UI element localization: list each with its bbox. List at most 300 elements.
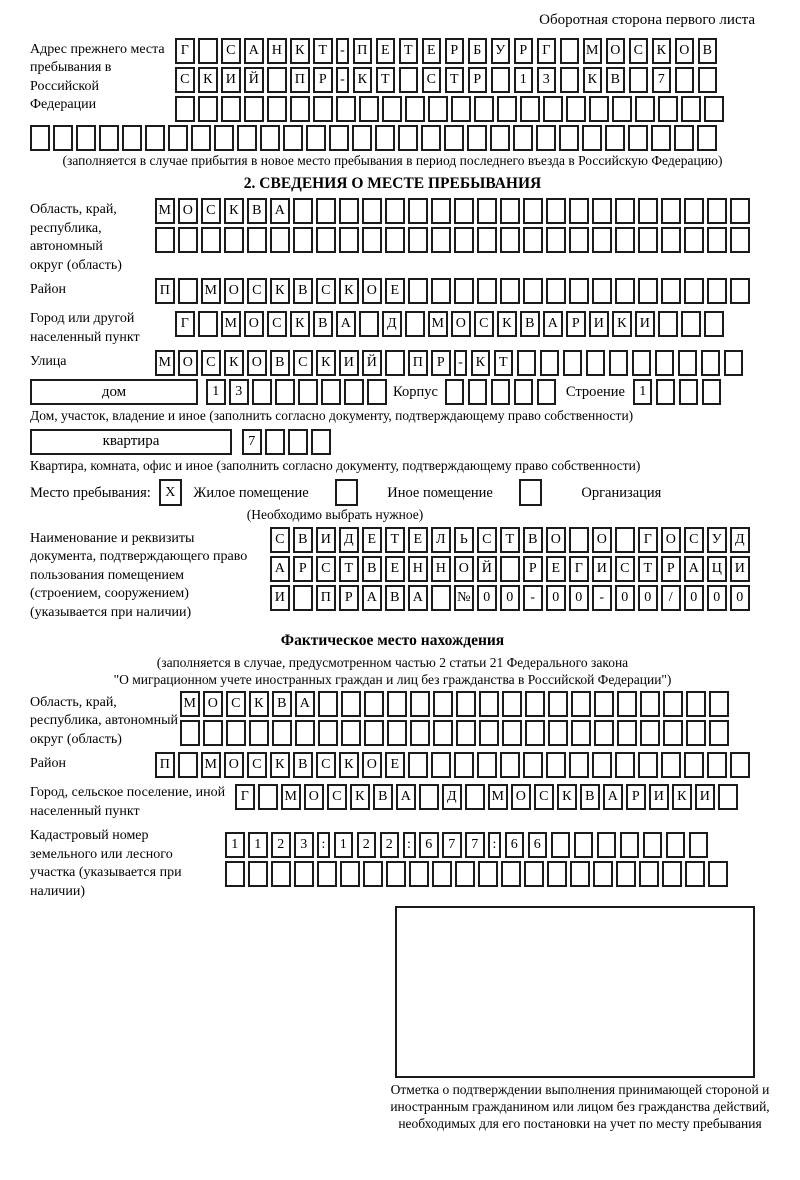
char-cell[interactable]: К — [612, 311, 632, 337]
char-cell[interactable] — [709, 691, 729, 717]
char-cell[interactable] — [191, 125, 211, 151]
char-cell[interactable]: М — [155, 350, 175, 376]
char-cell[interactable] — [293, 227, 313, 253]
char-cell[interactable]: О — [675, 38, 695, 64]
char-cell[interactable]: Г — [638, 527, 658, 553]
char-cell[interactable]: О — [362, 752, 382, 778]
char-cell[interactable]: И — [730, 556, 750, 582]
char-cell[interactable] — [267, 67, 287, 93]
char-cell[interactable]: Т — [500, 527, 520, 553]
char-cell[interactable] — [468, 379, 488, 405]
char-cell[interactable] — [178, 227, 198, 253]
char-cell[interactable] — [454, 198, 474, 224]
char-cell[interactable] — [643, 832, 663, 858]
char-cell[interactable] — [359, 311, 379, 337]
char-cell[interactable] — [433, 691, 453, 717]
char-cell[interactable]: У — [707, 527, 727, 553]
char-cell[interactable] — [592, 278, 612, 304]
char-cell[interactable]: Н — [431, 556, 451, 582]
char-cell[interactable] — [663, 691, 683, 717]
char-cell[interactable] — [546, 752, 566, 778]
char-cell[interactable]: 2 — [271, 832, 291, 858]
char-cell[interactable]: С — [316, 278, 336, 304]
char-cell[interactable] — [638, 752, 658, 778]
char-cell[interactable] — [536, 125, 556, 151]
char-cell[interactable] — [247, 227, 267, 253]
char-cell[interactable] — [523, 752, 543, 778]
char-cell[interactable]: Р — [293, 556, 313, 582]
char-cell[interactable] — [352, 125, 372, 151]
char-cell[interactable]: В — [523, 527, 543, 553]
char-cell[interactable] — [293, 198, 313, 224]
char-cell[interactable] — [224, 227, 244, 253]
char-cell[interactable] — [684, 752, 704, 778]
char-cell[interactable] — [547, 861, 567, 887]
char-cell[interactable]: А — [244, 38, 264, 64]
char-cell[interactable] — [474, 96, 494, 122]
char-cell[interactable] — [686, 691, 706, 717]
char-cell[interactable]: А — [362, 585, 382, 611]
char-cell[interactable] — [467, 125, 487, 151]
char-cell[interactable]: С — [534, 784, 554, 810]
char-cell[interactable] — [678, 350, 698, 376]
char-cell[interactable]: К — [350, 784, 370, 810]
char-cell[interactable]: К — [316, 350, 336, 376]
char-cell[interactable] — [431, 227, 451, 253]
char-cell[interactable]: Т — [385, 527, 405, 553]
char-cell[interactable] — [258, 784, 278, 810]
char-cell[interactable] — [704, 96, 724, 122]
char-cell[interactable] — [605, 125, 625, 151]
char-cell[interactable]: П — [353, 38, 373, 64]
char-cell[interactable] — [477, 278, 497, 304]
char-cell[interactable]: : — [403, 832, 416, 858]
char-cell[interactable] — [569, 227, 589, 253]
char-cell[interactable]: 6 — [505, 832, 525, 858]
char-cell[interactable] — [730, 752, 750, 778]
char-cell[interactable] — [316, 227, 336, 253]
char-cell[interactable] — [76, 125, 96, 151]
char-cell[interactable] — [730, 227, 750, 253]
char-cell[interactable] — [477, 198, 497, 224]
char-cell[interactable] — [408, 752, 428, 778]
char-cell[interactable]: - — [336, 38, 349, 64]
char-cell[interactable] — [198, 96, 218, 122]
char-cell[interactable]: С — [327, 784, 347, 810]
char-cell[interactable]: О — [451, 311, 471, 337]
char-cell[interactable] — [431, 198, 451, 224]
char-cell[interactable] — [214, 125, 234, 151]
char-cell[interactable]: И — [589, 311, 609, 337]
char-cell[interactable] — [226, 720, 246, 746]
char-cell[interactable]: 1 — [225, 832, 245, 858]
char-cell[interactable]: Е — [385, 752, 405, 778]
char-cell[interactable] — [221, 96, 241, 122]
char-cell[interactable] — [275, 379, 295, 405]
char-cell[interactable] — [662, 861, 682, 887]
char-cell[interactable]: Ь — [454, 527, 474, 553]
char-cell[interactable] — [707, 278, 727, 304]
char-cell[interactable] — [569, 752, 589, 778]
char-cell[interactable] — [724, 350, 744, 376]
char-cell[interactable]: О — [224, 752, 244, 778]
char-cell[interactable]: П — [408, 350, 428, 376]
char-cell[interactable]: К — [249, 691, 269, 717]
char-cell[interactable]: К — [652, 38, 672, 64]
char-cell[interactable]: 7 — [652, 67, 672, 93]
char-cell[interactable] — [290, 96, 310, 122]
char-cell[interactable] — [707, 198, 727, 224]
char-cell[interactable]: Г — [235, 784, 255, 810]
char-cell[interactable]: И — [316, 527, 336, 553]
char-cell[interactable] — [540, 350, 560, 376]
char-cell[interactable] — [198, 38, 218, 64]
char-cell[interactable]: Р — [313, 67, 333, 93]
char-cell[interactable] — [651, 125, 671, 151]
char-cell[interactable]: И — [695, 784, 715, 810]
char-cell[interactable]: 0 — [684, 585, 704, 611]
char-cell[interactable] — [298, 379, 318, 405]
char-cell[interactable] — [582, 125, 602, 151]
char-cell[interactable]: М — [221, 311, 241, 337]
char-cell[interactable] — [419, 784, 439, 810]
char-cell[interactable]: 6 — [528, 832, 548, 858]
char-cell[interactable]: С — [293, 350, 313, 376]
char-cell[interactable] — [444, 125, 464, 151]
char-cell[interactable]: С — [474, 311, 494, 337]
char-cell[interactable] — [628, 125, 648, 151]
char-cell[interactable] — [249, 720, 269, 746]
char-cell[interactable]: Т — [313, 38, 333, 64]
char-cell[interactable] — [431, 752, 451, 778]
char-cell[interactable] — [252, 379, 272, 405]
char-cell[interactable] — [501, 861, 521, 887]
char-cell[interactable]: А — [295, 691, 315, 717]
char-cell[interactable] — [431, 585, 451, 611]
char-cell[interactable] — [663, 720, 683, 746]
char-cell[interactable] — [616, 861, 636, 887]
char-cell[interactable]: Т — [376, 67, 396, 93]
char-cell[interactable] — [362, 198, 382, 224]
char-cell[interactable] — [267, 96, 287, 122]
char-cell[interactable]: № — [454, 585, 474, 611]
char-cell[interactable]: А — [684, 556, 704, 582]
char-cell[interactable] — [658, 311, 678, 337]
char-cell[interactable]: А — [270, 198, 290, 224]
char-cell[interactable] — [592, 227, 612, 253]
char-cell[interactable] — [612, 96, 632, 122]
char-cell[interactable]: А — [603, 784, 623, 810]
char-cell[interactable] — [520, 96, 540, 122]
char-cell[interactable]: 6 — [419, 832, 439, 858]
char-cell[interactable] — [708, 861, 728, 887]
char-cell[interactable] — [364, 691, 384, 717]
char-cell[interactable] — [198, 311, 218, 337]
char-cell[interactable]: Д — [442, 784, 462, 810]
char-cell[interactable] — [408, 278, 428, 304]
char-cell[interactable] — [592, 752, 612, 778]
char-cell[interactable]: М — [488, 784, 508, 810]
char-cell[interactable] — [30, 125, 50, 151]
char-cell[interactable] — [523, 227, 543, 253]
char-cell[interactable]: Т — [445, 67, 465, 93]
char-cell[interactable] — [546, 198, 566, 224]
char-cell[interactable]: 3 — [294, 832, 314, 858]
char-cell[interactable]: Й — [244, 67, 264, 93]
char-cell[interactable] — [594, 691, 614, 717]
char-cell[interactable] — [270, 227, 290, 253]
char-cell[interactable] — [681, 311, 701, 337]
char-cell[interactable]: О — [661, 527, 681, 553]
char-cell[interactable]: - — [454, 350, 467, 376]
char-cell[interactable]: К — [224, 198, 244, 224]
char-cell[interactable]: В — [698, 38, 718, 64]
char-cell[interactable] — [477, 752, 497, 778]
char-cell[interactable]: К — [339, 752, 359, 778]
char-cell[interactable] — [363, 861, 383, 887]
char-cell[interactable] — [546, 278, 566, 304]
char-cell[interactable]: М — [155, 198, 175, 224]
char-cell[interactable] — [698, 67, 718, 93]
char-cell[interactable]: / — [661, 585, 681, 611]
char-cell[interactable] — [525, 720, 545, 746]
char-cell[interactable] — [675, 67, 695, 93]
char-cell[interactable]: 0 — [546, 585, 566, 611]
char-cell[interactable] — [122, 125, 142, 151]
char-cell[interactable] — [410, 720, 430, 746]
char-cell[interactable] — [615, 752, 635, 778]
char-cell[interactable] — [428, 96, 448, 122]
char-cell[interactable]: К — [198, 67, 218, 93]
char-cell[interactable] — [180, 720, 200, 746]
char-cell[interactable] — [451, 96, 471, 122]
char-cell[interactable] — [265, 429, 285, 455]
char-cell[interactable] — [629, 67, 649, 93]
char-cell[interactable]: 2 — [357, 832, 377, 858]
char-cell[interactable]: Г — [569, 556, 589, 582]
char-cell[interactable] — [311, 429, 331, 455]
char-cell[interactable]: Р — [566, 311, 586, 337]
char-cell[interactable]: В — [293, 527, 313, 553]
char-cell[interactable] — [405, 96, 425, 122]
char-cell[interactable] — [635, 96, 655, 122]
char-cell[interactable] — [638, 198, 658, 224]
char-cell[interactable] — [684, 227, 704, 253]
char-cell[interactable] — [655, 350, 675, 376]
char-cell[interactable] — [479, 691, 499, 717]
char-cell[interactable] — [344, 379, 364, 405]
char-cell[interactable]: У — [491, 38, 511, 64]
char-cell[interactable] — [569, 527, 589, 553]
char-cell[interactable]: О — [592, 527, 612, 553]
char-cell[interactable]: М — [180, 691, 200, 717]
char-cell[interactable] — [431, 278, 451, 304]
char-cell[interactable]: П — [290, 67, 310, 93]
char-cell[interactable] — [597, 832, 617, 858]
char-cell[interactable]: 0 — [500, 585, 520, 611]
char-cell[interactable] — [175, 96, 195, 122]
char-cell[interactable]: С — [629, 38, 649, 64]
char-cell[interactable] — [237, 125, 257, 151]
char-cell[interactable] — [709, 720, 729, 746]
char-cell[interactable]: С — [221, 38, 241, 64]
char-cell[interactable] — [560, 38, 580, 64]
char-cell[interactable] — [566, 96, 586, 122]
char-cell[interactable] — [321, 379, 341, 405]
char-cell[interactable]: В — [293, 278, 313, 304]
char-cell[interactable] — [490, 125, 510, 151]
char-cell[interactable] — [640, 720, 660, 746]
char-cell[interactable]: С — [175, 67, 195, 93]
char-cell[interactable] — [313, 96, 333, 122]
char-cell[interactable] — [502, 720, 522, 746]
stay-type-checkbox-other-premises[interactable] — [335, 479, 358, 506]
char-cell[interactable] — [178, 278, 198, 304]
char-cell[interactable]: К — [557, 784, 577, 810]
char-cell[interactable] — [615, 227, 635, 253]
char-cell[interactable]: С — [684, 527, 704, 553]
char-cell[interactable]: П — [316, 585, 336, 611]
char-cell[interactable]: К — [290, 38, 310, 64]
char-cell[interactable] — [543, 96, 563, 122]
char-cell[interactable]: Т — [399, 38, 419, 64]
char-cell[interactable] — [53, 125, 73, 151]
char-cell[interactable]: В — [520, 311, 540, 337]
char-cell[interactable]: А — [543, 311, 563, 337]
char-cell[interactable] — [341, 691, 361, 717]
char-cell[interactable] — [615, 527, 635, 553]
char-cell[interactable] — [666, 832, 686, 858]
char-cell[interactable] — [329, 125, 349, 151]
char-cell[interactable]: С — [247, 752, 267, 778]
char-cell[interactable] — [283, 125, 303, 151]
char-cell[interactable] — [500, 278, 520, 304]
char-cell[interactable]: 1 — [248, 832, 268, 858]
char-cell[interactable] — [271, 861, 291, 887]
char-cell[interactable] — [408, 227, 428, 253]
char-cell[interactable]: 0 — [569, 585, 589, 611]
char-cell[interactable] — [638, 278, 658, 304]
char-cell[interactable] — [359, 96, 379, 122]
char-cell[interactable]: К — [290, 311, 310, 337]
char-cell[interactable] — [615, 198, 635, 224]
char-cell[interactable]: М — [583, 38, 603, 64]
char-cell[interactable] — [609, 350, 629, 376]
stay-type-checkbox-organization[interactable] — [519, 479, 542, 506]
char-cell[interactable] — [306, 125, 326, 151]
char-cell[interactable] — [559, 125, 579, 151]
char-cell[interactable]: В — [272, 691, 292, 717]
char-cell[interactable]: В — [293, 752, 313, 778]
char-cell[interactable] — [514, 379, 534, 405]
char-cell[interactable]: Е — [422, 38, 442, 64]
char-cell[interactable]: Е — [362, 527, 382, 553]
char-cell[interactable] — [569, 198, 589, 224]
char-cell[interactable]: Д — [339, 527, 359, 553]
char-cell[interactable]: К — [224, 350, 244, 376]
char-cell[interactable] — [339, 227, 359, 253]
stay-type-checkbox-residential[interactable]: X — [159, 479, 182, 506]
char-cell[interactable] — [569, 278, 589, 304]
char-cell[interactable] — [421, 125, 441, 151]
char-cell[interactable]: - — [336, 67, 349, 93]
char-cell[interactable] — [681, 96, 701, 122]
char-cell[interactable] — [387, 720, 407, 746]
char-cell[interactable] — [317, 861, 337, 887]
char-cell[interactable] — [570, 861, 590, 887]
char-cell[interactable]: Р — [431, 350, 451, 376]
char-cell[interactable] — [674, 125, 694, 151]
char-cell[interactable] — [523, 278, 543, 304]
char-cell[interactable]: К — [497, 311, 517, 337]
char-cell[interactable] — [260, 125, 280, 151]
char-cell[interactable] — [500, 198, 520, 224]
char-cell[interactable] — [574, 832, 594, 858]
char-cell[interactable]: С — [267, 311, 287, 337]
char-cell[interactable]: В — [385, 585, 405, 611]
char-cell[interactable] — [178, 752, 198, 778]
char-cell[interactable]: И — [649, 784, 669, 810]
char-cell[interactable]: Т — [638, 556, 658, 582]
char-cell[interactable] — [517, 350, 537, 376]
char-cell[interactable] — [364, 720, 384, 746]
char-cell[interactable]: 0 — [730, 585, 750, 611]
char-cell[interactable] — [318, 691, 338, 717]
char-cell[interactable] — [537, 379, 557, 405]
char-cell[interactable] — [684, 278, 704, 304]
char-cell[interactable]: М — [201, 278, 221, 304]
char-cell[interactable]: К — [471, 350, 491, 376]
char-cell[interactable] — [454, 278, 474, 304]
char-cell[interactable]: О — [606, 38, 626, 64]
char-cell[interactable] — [456, 691, 476, 717]
char-cell[interactable]: С — [201, 350, 221, 376]
char-cell[interactable]: О — [203, 691, 223, 717]
char-cell[interactable]: П — [155, 752, 175, 778]
char-cell[interactable] — [336, 96, 356, 122]
char-cell[interactable] — [410, 691, 430, 717]
char-cell[interactable]: 0 — [638, 585, 658, 611]
char-cell[interactable]: И — [221, 67, 241, 93]
char-cell[interactable]: С — [615, 556, 635, 582]
char-cell[interactable]: Е — [546, 556, 566, 582]
char-cell[interactable]: В — [362, 556, 382, 582]
char-cell[interactable]: Н — [267, 38, 287, 64]
char-cell[interactable]: : — [488, 832, 501, 858]
char-cell[interactable]: Г — [537, 38, 557, 64]
char-cell[interactable] — [497, 96, 517, 122]
char-cell[interactable] — [546, 227, 566, 253]
char-cell[interactable] — [718, 784, 738, 810]
char-cell[interactable]: О — [362, 278, 382, 304]
char-cell[interactable] — [99, 125, 119, 151]
char-cell[interactable] — [658, 96, 678, 122]
char-cell[interactable]: Д — [730, 527, 750, 553]
char-cell[interactable] — [730, 278, 750, 304]
char-cell[interactable]: К — [583, 67, 603, 93]
char-cell[interactable] — [689, 832, 709, 858]
char-cell[interactable] — [500, 227, 520, 253]
char-cell[interactable] — [399, 67, 419, 93]
char-cell[interactable] — [589, 96, 609, 122]
char-cell[interactable] — [339, 198, 359, 224]
char-cell[interactable]: Й — [362, 350, 382, 376]
char-cell[interactable]: Е — [385, 278, 405, 304]
char-cell[interactable]: О — [454, 556, 474, 582]
char-cell[interactable]: 1 — [334, 832, 354, 858]
char-cell[interactable] — [244, 96, 264, 122]
char-cell[interactable]: О — [244, 311, 264, 337]
